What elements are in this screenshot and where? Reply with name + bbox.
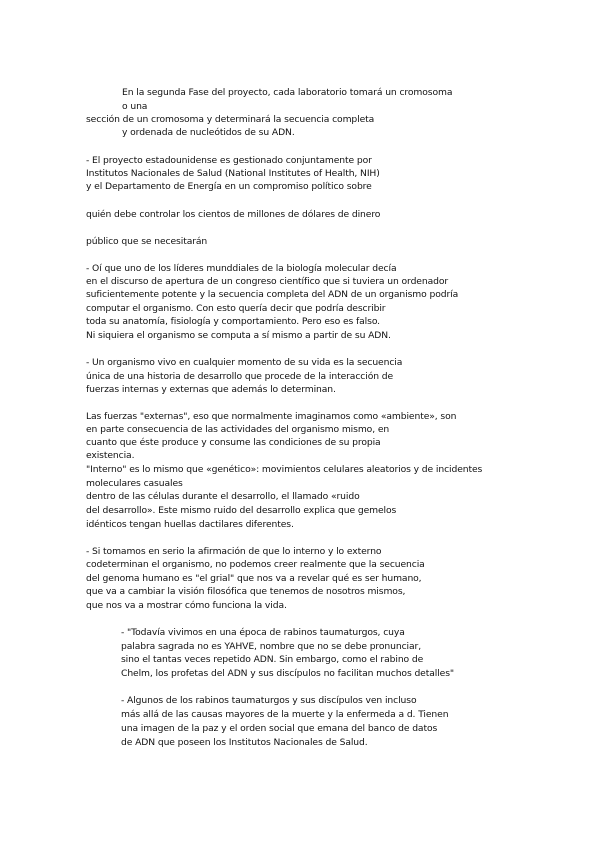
text-line: en parte consecuencia de las actividades del organismo mismo, en — [86, 424, 390, 435]
text-line: o una — [122, 101, 148, 112]
quote-line: sino el tantas veces repetido ADN. Sin embargo, como el rabino de — [121, 654, 424, 665]
text-line: - El proyecto estadounidense es gestionado conjuntamente por — [86, 155, 372, 166]
text-line: cuanto que éste produce y consume las condiciones de su propia — [86, 437, 381, 448]
text-line: suficientemente potente y la secuencia completa del ADN de un organismo podría — [86, 289, 459, 300]
quote-line: Chelm, los profetas del ADN y sus discípulos no facilitan muchos detalles" — [121, 668, 455, 679]
text-line: del desarrollo». Este mismo ruido del desarrollo explica que gemelos — [86, 505, 397, 516]
text-line: toda su anatomía, fisiología y comportamiento. Pero eso es falso. — [86, 316, 380, 327]
text-line: Institutos Nacionales de Salud (National Institutes of Health, NIH) — [86, 168, 380, 179]
text-line: - Algunos de los rabinos taumaturgos y sus discípulos ven incluso — [121, 695, 417, 706]
text-line: público que se necesitarán — [86, 236, 208, 247]
text-line: Ni siquiera el organismo se computa a sí mismo a partir de su ADN. — [86, 330, 391, 341]
text-line: idénticos tengan huellas dactilares diferentes. — [86, 519, 294, 530]
text-line: dentro de las células durante el desarrollo, el llamado «ruido — [86, 491, 360, 502]
text-line: que nos va a mostrar cómo funciona la vida. — [86, 600, 287, 611]
text-line: Las fuerzas "externas", eso que normalmente imaginamos como «ambiente», son — [86, 411, 457, 422]
text-line: codeterminan el organismo, no podemos creer realmente que la secuencia — [86, 559, 425, 570]
text-line: en el discurso de apertura de un congreso científico que si tuviera un ordenador — [86, 276, 449, 287]
text-line: única de una historia de desarrollo que procede de la interacción de — [86, 371, 394, 382]
text-line: del genoma humano es "el grial" que nos va a revelar qué es ser humano, — [86, 573, 422, 584]
text-line: y el Departamento de Energía en un compromiso político sobre — [86, 181, 372, 192]
text-line: fuerzas internas y externas que además lo determinan. — [86, 384, 336, 395]
text-line: - Oí que uno de los líderes munddiales de la biología molecular decía — [86, 263, 397, 274]
text-line: más allá de las causas mayores de la muerte y la enfermeda a d. Tienen — [121, 709, 449, 720]
text-line: moleculares casuales — [86, 478, 183, 489]
text-line: quién debe controlar los cientos de millones de dólares de dinero — [86, 209, 381, 220]
quote-line: palabra sagrada no es YAHVE, nombre que no se debe pronunciar, — [121, 641, 422, 652]
text-line: una imagen de la paz y el orden social que emana del banco de datos — [121, 723, 438, 734]
text-line: - Si tomamos en serio la afirmación de que lo interno y lo externo — [86, 546, 382, 557]
text-line: existencia. — [86, 450, 135, 461]
text-line: - Un organismo vivo en cualquier momento de su vida es la secuencia — [86, 357, 403, 368]
text-line: computar el organismo. Con esto quería decir que podría describir — [86, 303, 386, 314]
text-line: que va a cambiar la visión filosófica que tenemos de nosotros mismos, — [86, 586, 406, 597]
text-line: sección de un cromosoma y determinará la secuencia completa — [86, 114, 375, 125]
quote-line: - "Todavía vivimos en una época de rabinos taumaturgos, cuya — [121, 627, 405, 638]
text-line: de ADN que poseen los Institutos Nacionales de Salud. — [121, 737, 368, 748]
text-line: En la segunda Fase del proyecto, cada laboratorio tomará un cromosoma — [122, 87, 453, 98]
text-line: y ordenada de nucleótidos de su ADN. — [122, 127, 295, 138]
text-line: "Interno" es lo mismo que «genético»: movimientos celulares aleatorios y de incidentes — [86, 464, 483, 475]
